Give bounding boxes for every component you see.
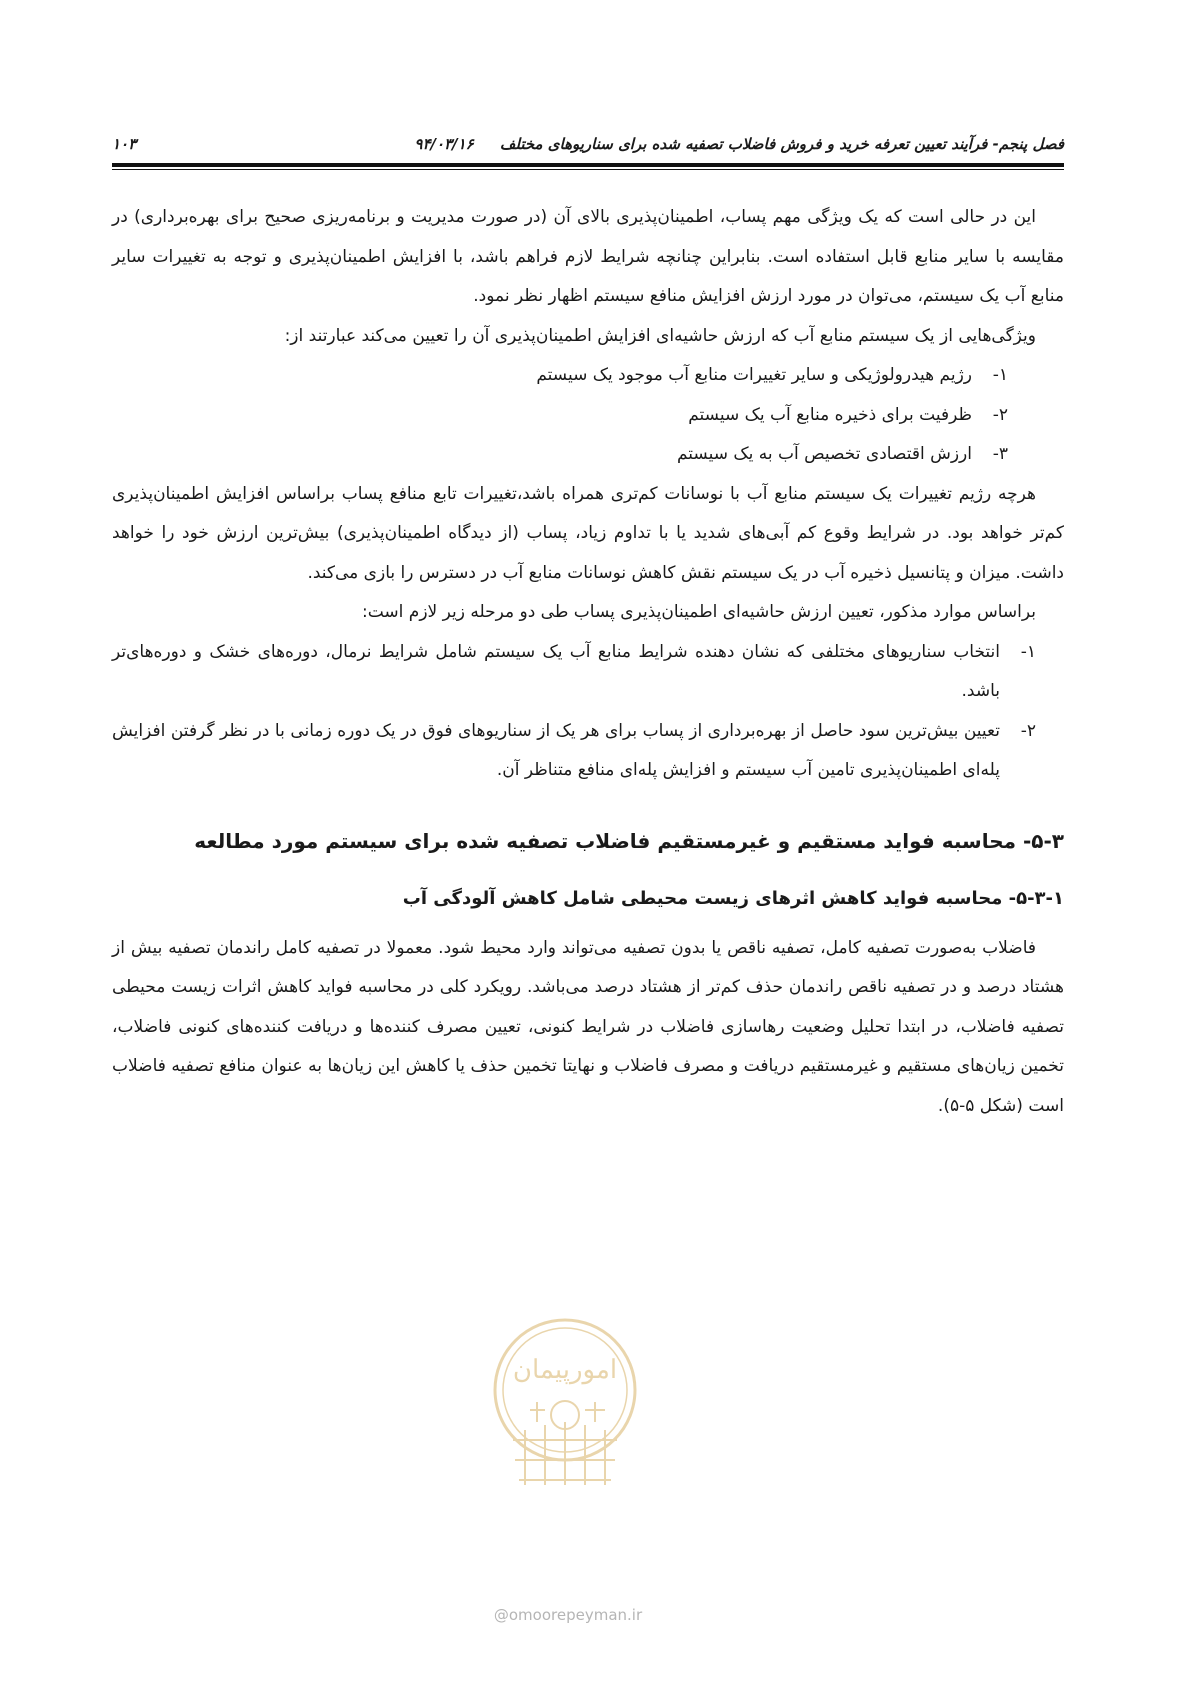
list-text: ارزش اقتصادی تخصیص آب به یک سیستم: [676, 444, 972, 464]
list-item: [112, 712, 1064, 791]
header-date: ۹۴/۰۳/۱۶: [414, 135, 474, 153]
watermark-logo-text: امورپیمان: [512, 1355, 618, 1385]
list-text: انتخاب سناریوهای مختلفی که نشان دهنده شرایط منابع آب یک سیستم شامل شرایط نرمال، دوره‌های خشک و دوره‌های‌تر باشد.: [112, 641, 1000, 701]
paragraph-4: براساس موارد مذکور، تعیین ارزش حاشیه‌ای اطمینان‌پذیری پساب طی دو مرحله زیر لازم است:: [362, 602, 1036, 622]
subsection-heading: ۵-۳-۱- محاسبه فواید کاهش اثرهای زیست محیطی شامل کاهش آلودگی آب: [402, 887, 1064, 909]
list-number: ۱-: [1020, 641, 1036, 662]
page-number: ۱۰۳: [112, 135, 137, 153]
section-heading: ۵-۳- محاسبه فواید مستقیم و غیرمستقیم فاضلاب تصفیه شده برای سیستم مورد مطالعه: [194, 828, 1064, 853]
page-content: [112, 198, 1064, 1126]
list-text: رژیم هیدرولوژیکی و سایر تغییرات منابع آب موجود یک سیستم: [536, 365, 972, 385]
steps-list: [112, 633, 1064, 791]
paragraph-5: فاضلاب به‌صورت تصفیه کامل، تصفیه ناقص یا بدون تصفیه می‌تواند وارد محیط شود. معمولا در تصفیه کامل راندمان تصفیه بیش از هشتاد درصد و در تصفیه ناقص راندمان حذف کم‌تر از هشتاد درصد می‌باشد. رویکرد کلی در محاسبه فواید کاهش اثرات زیست محیطی تصفیه فاضلاب، در ابتدا تحلیل وضعیت رهاسازی فاضلاب در شرایط کنونی، تعیین مصرف کننده‌ها و دریافت کننده‌های کنونی فاضلاب، تخمین زیان‌های مستقیم و غیرمستقیم دریافت و مصرف فاضلاب و نهایتا تخمین حذف یا کاهش این زیان‌ها به عنوان منافع تصفیه فاضلاب است (شکل ۵-۵).: [112, 937, 1064, 1116]
header-title: فصل پنجم- فرآیند تعیین تعرفه خرید و فروش فاضلاب تصفیه شده برای سناریوهای مختلف: [499, 135, 1064, 153]
list-number: ۲-: [1020, 720, 1036, 741]
paragraph-3: هرچه رژیم تغییرات یک سیستم منابع آب با نوسانات کم‌تری همراه باشد،تغییرات تابع منافع پساب براساس افزایش اطمینان‌پذیری کم‌تر خواهد بود. در شرایط وقوع کم آبی‌های شدید یا با تداوم زیاد، پساب (از دیدگاه اطمینان‌پذیری) بیش‌ترین ارزش خود را خواهد داشت. میزان و پتانسیل ذخیره آب در یک سیستم نقش کاهش نوسانات منابع آب در دسترس را بازی می‌کند.: [112, 483, 1064, 583]
header-rule-thick: [112, 163, 1064, 167]
list-number: ۲-: [992, 404, 1008, 425]
list-item: [112, 435, 1036, 475]
watermark-url-text: omoorepeyman.ir: [508, 1606, 643, 1624]
list-item: [112, 633, 1064, 712]
paragraph-1: این در حالی است که یک ویژگی مهم پساب، اطمینان‌پذیری بالای آن (در صورت مدیریت و برنامه‌ریزی صحیح برای بهره‌برداری) در مقایسه با سایر منابع قابل استفاده است. بنابراین چنانچه شرایط لازم فراهم باشد، با افزایش اطمینان‌پذیری و توجه به تغییرات سایر منابع آب یک سیستم، می‌توان در مورد ارزش افزایش منافع سیستم اظهار نظر نمود.: [112, 207, 1064, 306]
list-item: [112, 356, 1036, 396]
list-number: ۳-: [992, 444, 1008, 464]
header-rule-thin: [112, 169, 1064, 170]
list-text: ظرفیت برای ذخیره منابع آب یک سیستم: [688, 404, 972, 425]
page-header: [112, 128, 1064, 160]
list-text: تعیین بیش‌ترین سود حاصل از بهره‌برداری از پساب برای هر یک از سناریوهای فوق در یک دوره زمانی با در نظر گرفتن افزایش پله‌ای اطمینان‌پذیری تامین آب سیستم و افزایش پله‌ای منافع متناظر آن.: [112, 720, 1000, 780]
watermark-url: [488, 1606, 648, 1624]
list-item: [112, 396, 1036, 436]
list-number: ۱-: [992, 365, 1008, 385]
watermark-logo: [485, 1310, 645, 1500]
characteristics-list: [112, 356, 1064, 475]
paragraph-2: ویژگی‌هایی از یک سیستم منابع آب که ارزش حاشیه‌ای افزایش اطمینان‌پذیری آن را تعیین می‌کند عبارتند از:: [284, 325, 1036, 346]
at-icon: @: [493, 1606, 509, 1624]
header-title-group: [414, 135, 1064, 153]
